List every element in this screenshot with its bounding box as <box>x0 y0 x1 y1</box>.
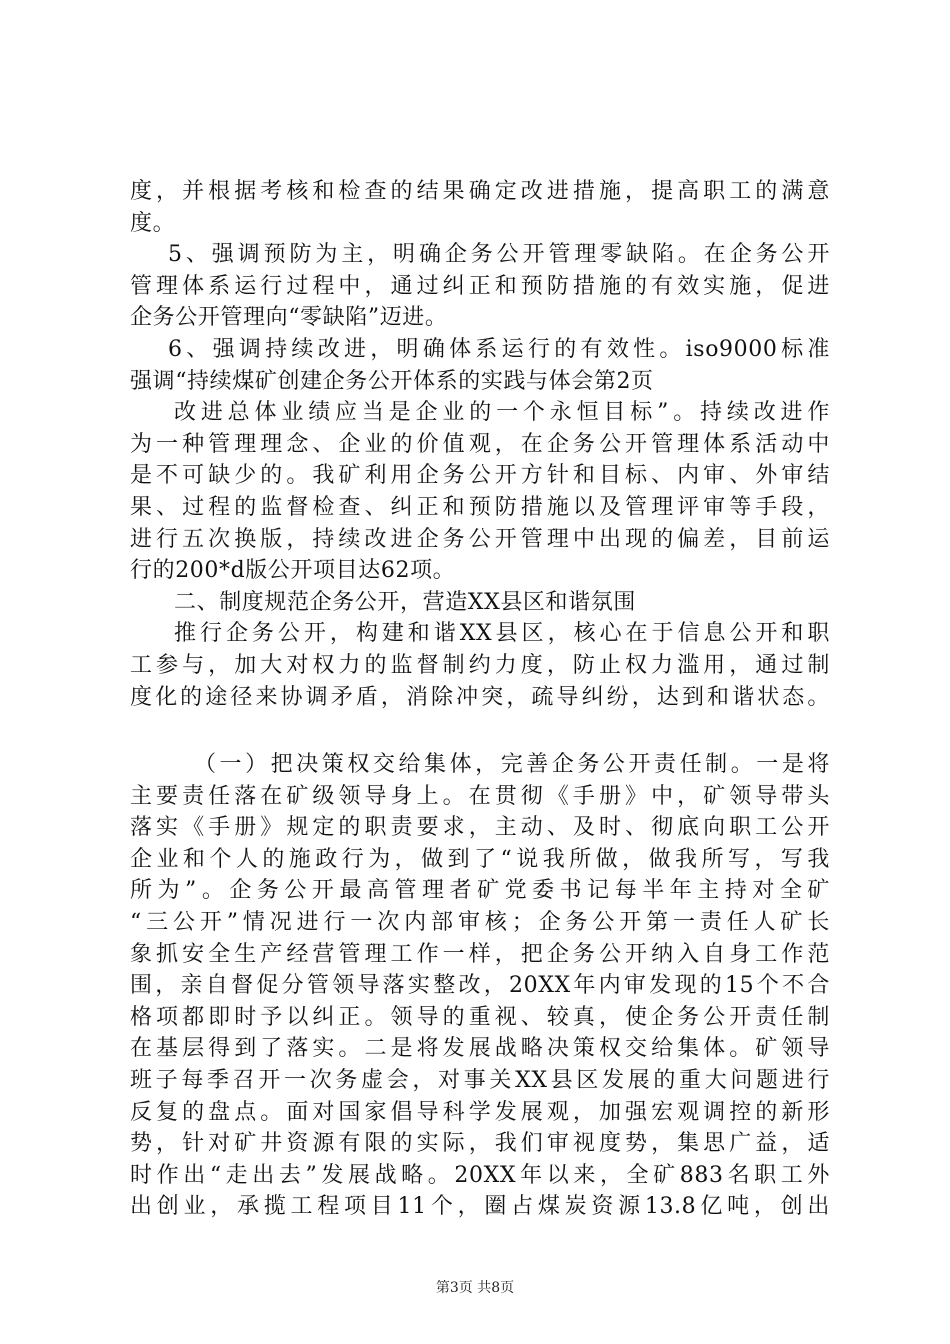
section-heading: 二、制度规范企务公开，营造XX县区和谐氛围 <box>174 589 636 615</box>
text-line: 度化的途径来协调矛盾，消除冲突，疏导纠纷，达到和谐状态。 <box>130 684 830 710</box>
text-line: 主要责任落在矿级领导身上。在贯彻《手册》中，矿领导带头 <box>130 783 830 809</box>
text-line: 改进总体业绩应当是企业的一个永恒目标”。持续改进作 <box>174 400 830 426</box>
text-line: 所为”。企务公开最高管理者矿党委书记每半年主持对全矿 <box>130 878 830 904</box>
text-line: 是不可缺少的。我矿利用企务公开方针和目标、内审、外审结 <box>130 463 830 489</box>
text-line: 5、强调预防为主，明确企务公开管理零缺陷。在企务公开 <box>168 242 830 268</box>
text-line: 果、过程的监督检查、纠正和预防措施以及管理评审等手段， <box>130 494 830 520</box>
text-line: 推行企务公开，构建和谐XX县区，核心在于信息公开和职 <box>174 621 830 647</box>
body-text <box>130 176 830 1223</box>
text-line: 象抓安全生产经营管理工作一样，把企务公开纳入自身工作范 <box>130 941 830 967</box>
text-line: 落实《手册》规定的职责要求，主动、及时、彻底向职工公开 <box>130 815 830 841</box>
text-line: 围，亲自督促分管领导落实整改，20XX年内审发现的15个不合 <box>130 973 830 999</box>
text-line: 度，并根据考核和检查的结果确定改进措施，提高职工的满意 <box>130 179 830 204</box>
text-line: 格项都即时予以纠正。领导的重视、较真，使企务公开责任制 <box>130 1004 830 1030</box>
text-line: 企务公开管理向“零缺陷”迈进。 <box>130 305 448 331</box>
text-line: 企业和个人的施政行为，做到了“说我所做，做我所写，写我 <box>130 846 830 872</box>
text-line: 在基层得到了落实。二是将发展战略决策权交给集体。矿领导 <box>130 1036 830 1062</box>
text-line: 出创业，承揽工程项目11个，圈占煤炭资源13.8亿吨，创出 <box>130 1194 830 1220</box>
text-line: 时作出“走出去”发展战略。20XX年以来，全矿883名职工外 <box>130 1162 830 1188</box>
text-line: 为一种管理理念、企业的价值观，在企务公开管理体系活动中 <box>130 431 830 457</box>
text-line: 行的200*d版公开项目达62项。 <box>130 558 456 584</box>
text-line: 进行五次换版，持续改进企务公开管理中出现的偏差，目前运 <box>130 526 830 552</box>
text-line: 班子每季召开一次务虚会，对事关XX县区发展的重大问题进行 <box>130 1068 830 1094</box>
text-line: 反复的盘点。面对国家倡导科学发展观，加强宏观调控的新形 <box>130 1099 830 1125</box>
text-line: 工参与，加大对权力的监督制约力度，防止权力滥用，通过制 <box>130 652 830 678</box>
text-line: 度。 <box>130 210 176 236</box>
text-line: （一）把决策权交给集体，完善企务公开责任制。一是将 <box>194 752 830 778</box>
page-footer <box>0 1277 950 1297</box>
text-line: 势，针对矿井资源有限的实际，我们审视度势，集思广益，适 <box>130 1131 830 1157</box>
text-line: 管理体系运行过程中，通过纠正和预防措施的有效实施，促进 <box>130 273 830 299</box>
text-line: 6、强调持续改进，明确体系运行的有效性。iso9000标准 <box>168 336 830 362</box>
text-line: “三公开”情况进行一次内部审核；企务公开第一责任人矿长 <box>130 910 830 936</box>
text-line: 强调“持续煤矿创建企务公开体系的实践与体会第2页 <box>130 368 654 394</box>
page-number: 第3页 共8页 <box>435 1280 515 1296</box>
paragraph-gap <box>130 713 830 749</box>
